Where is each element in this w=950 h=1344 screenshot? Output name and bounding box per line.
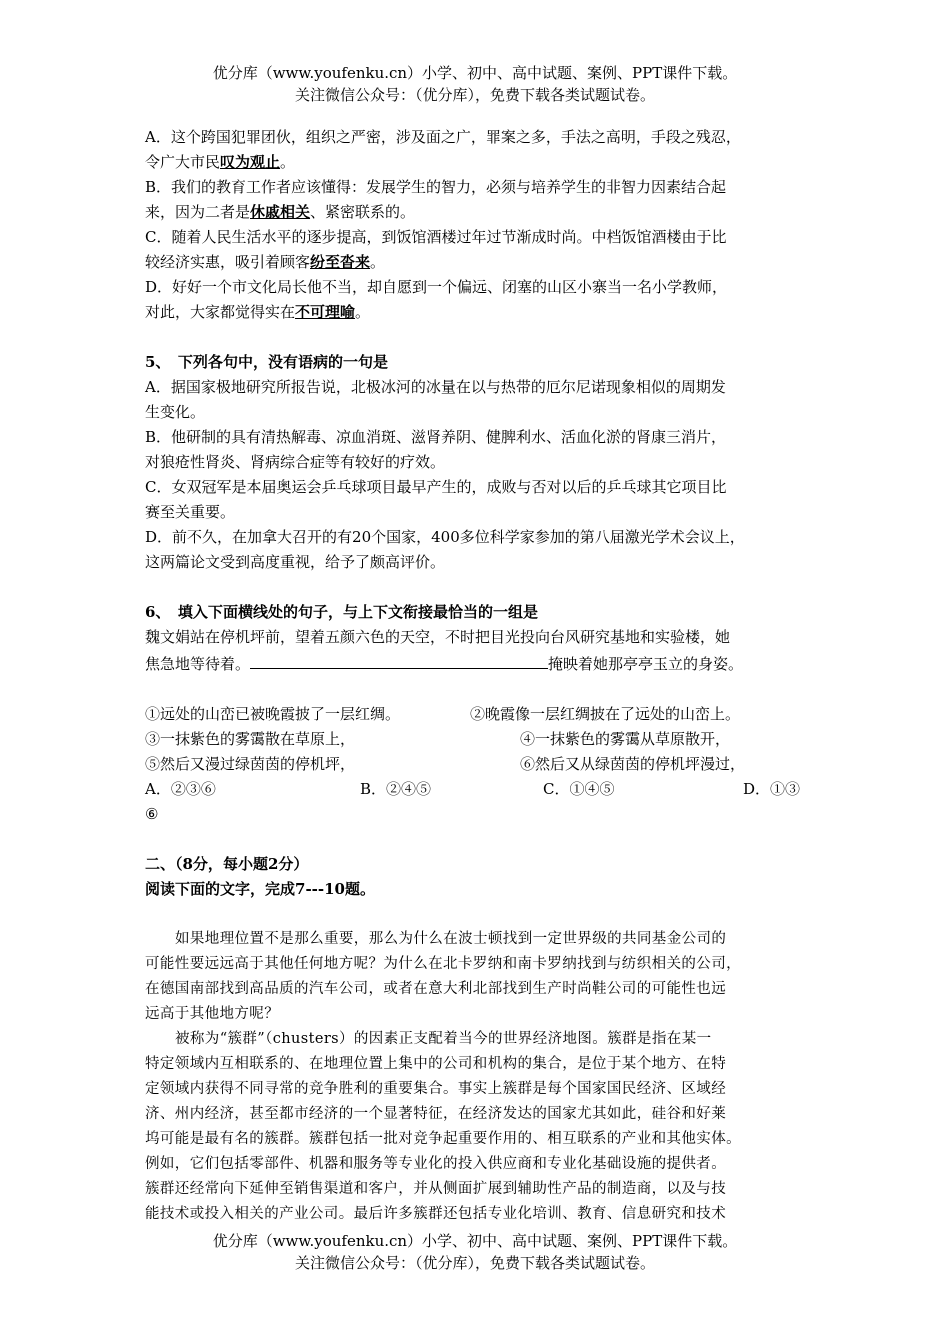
reading-para-2-line7: 簇群还经常向下延伸至销售渠道和客户，并从侧面扩展到辅助性产品的制造商，以及与技	[145, 1181, 727, 1197]
reading-para-1-line4: 远高于其他地方呢？	[145, 1006, 280, 1022]
q6-sentence-3: ③一抹紫色的雾霭散在草原上，	[145, 730, 356, 748]
q6-option-d-wrap: ⑥	[145, 805, 159, 823]
q5-option-b-line2: 对狼疮性肾炎、肾病综合症等有较好的疗效。	[145, 453, 446, 471]
q5-option-c-line2: 赛至关重要。	[145, 503, 236, 521]
q4-option-b-line2	[145, 200, 825, 225]
q6-sentence-row-2	[145, 727, 825, 752]
q6-sentence-4: ④一抹紫色的雾霭从草原散开，	[520, 730, 731, 748]
reading-para-2-line2: 特定领域内互相联系的、在地理位置上集中的公司和机构的集合，是位于某个地方、在特	[145, 1056, 727, 1072]
q6-option-c: C．①④⑤	[543, 780, 615, 798]
reading-para-2-line1: 被称为“簇群”（chusters）的因素正支配着当今的世界经济地图。簇群是指在某一	[175, 1031, 712, 1047]
q4-option-c-line1: C．随着人民生活水平的逐步提高，到饭馆酒楼过年过节渐成时尚。中档饭馆酒楼由于比	[145, 228, 727, 246]
q4-c-idiom: 纷至沓来	[310, 253, 371, 271]
q4-option-a-line2	[145, 150, 825, 175]
q6-option-a: A．②③⑥	[145, 780, 216, 798]
q5-option-b-line1: B．他研制的具有清热解毒、凉血消斑、滋肾养阴、健脾利水、活血化淤的肾康三消片，	[145, 428, 727, 446]
reading-para-1-line3: 在德国南部找到高品质的汽车公司，或者在意大利北部找到生产时尚鞋公司的可能性也远	[145, 981, 727, 997]
q4-d-text: 对此，大家都觉得实在	[145, 303, 296, 321]
reading-para-1-line2: 可能性要远远高于其他任何地方呢？为什么在北卡罗纳和南卡罗纳找到与纺织相关的公司，	[145, 956, 741, 972]
q4-option-d-line1: D．好好一个市文化局长他不当，却自愿到一个偏远、闭塞的山区小寨当一名小学教师，	[145, 278, 728, 296]
q5-option-a-line2: 生变化。	[145, 403, 206, 421]
q4-b-end: 、紧密联系的。	[310, 203, 416, 221]
reading-para-2-line8: 能技术或投入相关的产业公司。最后许多簇群还包括专业化培训、教育、信息研究和技术	[145, 1206, 727, 1222]
q4-b-text: 来，因为二者是	[145, 203, 251, 221]
q4-option-c-line2	[145, 250, 825, 275]
page-content	[145, 125, 825, 1227]
q4-c-end: 。	[370, 253, 386, 271]
q6-sentence-2: ②晚霞像一层红绸披在了远处的山峦上。	[470, 705, 741, 723]
q6-sentence-5: ⑤然后又漫过绿茵茵的停机坪，	[145, 755, 356, 773]
fill-in-blank	[250, 650, 548, 669]
q4-a-end: 。	[280, 153, 296, 171]
q6-option-b: B．②④⑤	[360, 780, 432, 798]
q6-passage-line2	[145, 650, 825, 677]
footer-line-1: 优分库（www.youfenku.cn）小学、初中、高中试题、案例、PPT课件下载。	[212, 1232, 738, 1250]
reading-para-2-line4: 济、州内经济，甚至都市经济的一个显著特征，在经济发达的国家尤其如此，硅谷和好莱	[145, 1106, 727, 1122]
q4-d-end: 。	[355, 303, 371, 321]
q5-option-d-line1: D．前不久，在加拿大召开的有20个国家，400多位科学家参加的第八届激光学术会议上，	[145, 528, 745, 546]
footer-line-2: 关注微信公众号：（优分库），免费下载各类试题试卷。	[294, 1254, 655, 1272]
q6-passage-start: 焦急地等待着。	[145, 655, 251, 673]
header-line-1: 优分库（www.youfenku.cn）小学、初中、高中试题、案例、PPT课件下载。	[212, 64, 738, 82]
q6-passage-line1: 魏文娟站在停机坪前，望着五颜六色的天空，不时把目光投向台风研究基地和实验楼，她	[145, 628, 731, 646]
reading-para-2-line3: 定领域内获得不同寻常的竞争胜利的重要集合。事实上簇群是每个国家国民经济、区域经	[145, 1081, 727, 1097]
section-2-instructions: 阅读下面的文字，完成7---10题。	[145, 880, 375, 898]
reading-para-2-line5: 坞可能是最有名的簇群。簇群包括一批对竞争起重要作用的、相互联系的产业和其他实体。	[145, 1131, 741, 1147]
header-line-2: 关注微信公众号：（优分库），免费下载各类试题试卷。	[294, 86, 655, 104]
q4-option-d-line2	[145, 300, 825, 325]
q6-option-d: D．①③	[743, 780, 801, 798]
q5-option-a-line1: A．据国家极地研究所报告说，北极冰河的冰量在以与热带的厄尔尼诺现象相似的周期发	[145, 378, 726, 396]
page-footer	[0, 1230, 950, 1274]
page-header	[0, 62, 950, 106]
q5-title: 5、 下列各句中，没有语病的一句是	[145, 353, 388, 371]
q4-option-b-line1: B．我们的教育工作者应该懂得：发展学生的智力，必须与培养学生的非智力因素结合起	[145, 178, 727, 196]
q4-a-text: 令广大市民	[145, 153, 221, 171]
q5-option-d-line2: 这两篇论文受到高度重视，给予了颇高评价。	[145, 553, 446, 571]
q6-sentence-6: ⑥然后又从绿茵茵的停机坪漫过，	[520, 755, 746, 773]
q6-sentence-row-1	[145, 702, 825, 727]
q6-passage-end: 掩映着她那亭亭玉立的身姿。	[548, 655, 744, 673]
q6-title: 6、 填入下面横线处的句子，与上下文衔接最恰当的一组是	[145, 603, 538, 621]
q4-option-a-line1: A．这个跨国犯罪团伙，组织之严密，涉及面之广，罪案之多，手法之高明，手段之残忍，	[145, 128, 741, 146]
q4-c-text: 较经济实惠，吸引着顾客	[145, 253, 311, 271]
reading-para-2-line6: 例如，它们包括零部件、机器和服务等专业化的投入供应商和专业化基础设施的提供者。	[145, 1156, 727, 1172]
q6-sentence-1: ①远处的山峦已被晚霞披了一层红绸。	[145, 705, 401, 723]
q6-options	[145, 777, 825, 802]
q5-option-c-line1: C．女双冠军是本届奥运会乒乓球项目最早产生的，成败与否对以后的乒乓球其它项目比	[145, 478, 727, 496]
section-2-title: 二、（8分，每小题2分）	[145, 855, 309, 873]
q4-d-idiom: 不可理喻	[295, 303, 356, 321]
q6-sentence-row-3	[145, 752, 825, 777]
q4-b-idiom: 休戚相关	[250, 203, 311, 221]
q4-a-idiom: 叹为观止	[220, 153, 281, 171]
reading-para-1-line1: 如果地理位置不是那么重要，那么为什么在波士顿找到一定世界级的共同基金公司的	[175, 931, 727, 947]
